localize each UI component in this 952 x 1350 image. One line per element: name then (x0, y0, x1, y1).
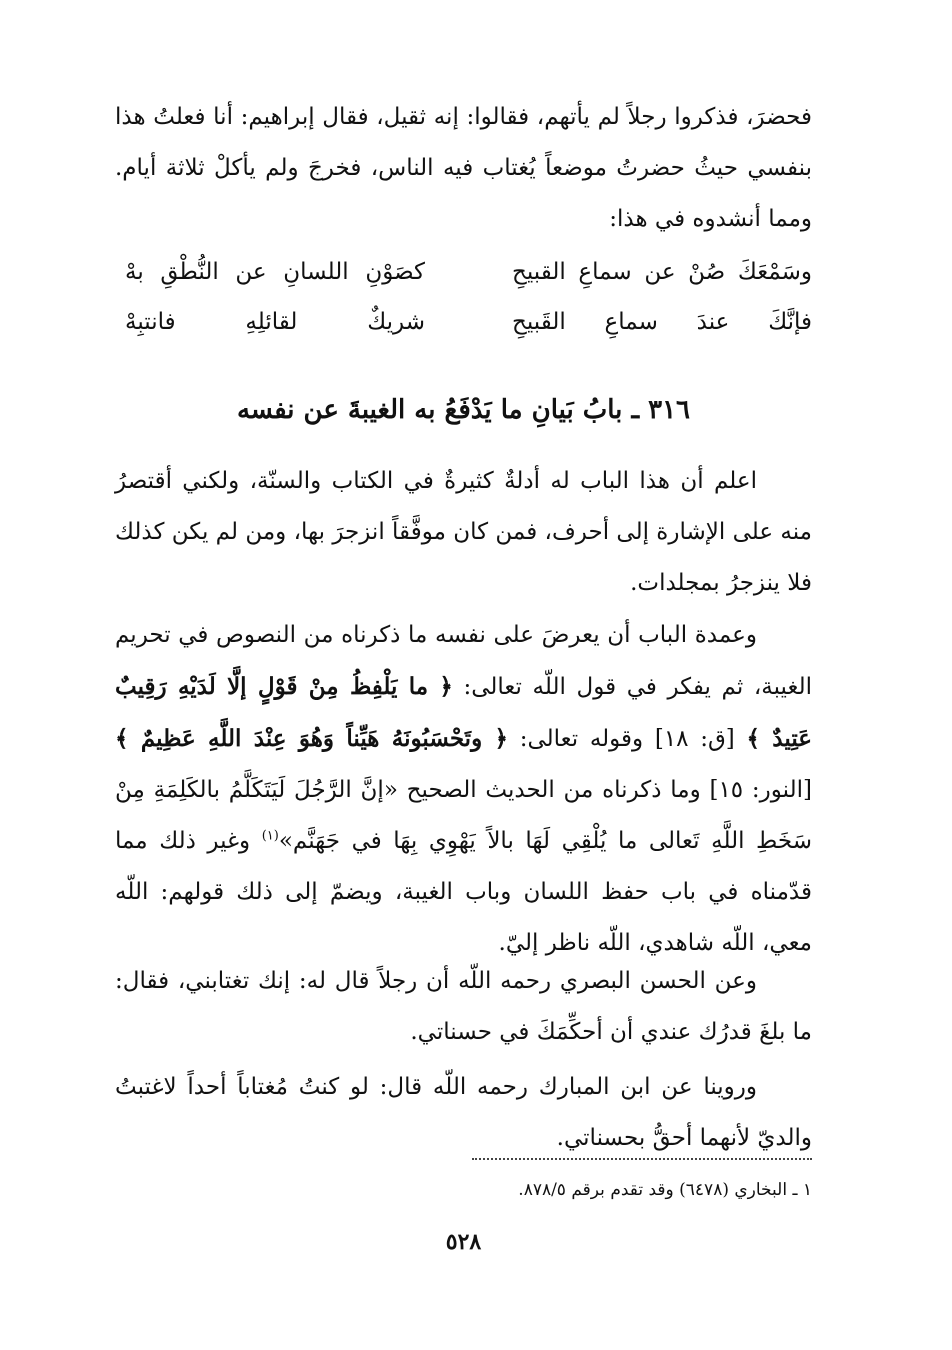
paragraph-text: وعمدة الباب أن يعرضَ على نفسه ما ذكرناه من النصوص في تحريم الغيبة، ثم يفكر في قول اللّه تعالى: (115, 622, 812, 700)
poem-hemistich: كصَوْنِ اللسانِ عن النُّطْقِ بهْ (125, 259, 425, 285)
body-paragraph: وروينا عن ابن المبارك رحمه اللّه قال: لو كنتُ مُغتاباً أحداً لاغتبتُ والديّ لأنهما أحقُّ بحسناتي. (115, 1074, 812, 1151)
footnote: ١ ـ البخاري (٦٤٧٨) وقد تقدم برقم ٨٧٨/٥. (518, 1180, 812, 1200)
body-paragraph: وعن الحسن البصري رحمه اللّه أن رجلاً قال له: إنك تغتابني، فقال: ما بلغَ قدرُك عندي أن أحكِّمَكَ في حسناتي. (115, 968, 812, 1045)
poem-hemistich: وسَمْعَكَ صُنْ عن سماعِ القبيحِ (512, 259, 812, 285)
footnote-reference: (١) (261, 828, 279, 844)
paragraph-text: [ق: ١٨] وقوله تعالى: (508, 726, 747, 752)
quran-verse: ﴿ ما يَلْفِظُ مِنْ قَوْلٍ إلَّا لَدَيْهِ رَقِيبٌ عَتِيدٌ ﴾ (115, 673, 812, 752)
body-paragraph (115, 610, 812, 969)
poem-hemistich: فإنَّكَ عندَ سماعِ القَبيحِ (512, 309, 812, 335)
paragraph-text: [النور: ١٥] وما ذكرناه من الحديث الصحيح «إنَّ الرَّجُلَ لَيَتَكَلَّمُ بالكَلِمَةِ مِنْ سَخَطِ اللَّهِ تَعالى ما يُلْقِي لَهَا بالاً يَهْوِي بِهَا في جَهَنَّم» (115, 777, 812, 854)
paragraph-text: وغير ذلك مما قدّمناه في باب حفظ اللسان وباب الغيبة، ويضمّ إلى ذلك قولهم: اللّه معي، اللّه شاهدي، اللّه ناظر إليّ. (115, 828, 812, 956)
poem-verse (125, 247, 812, 297)
poem-verse (125, 297, 812, 347)
body-paragraph: اعلم أن هذا الباب له أدلةٌ كثيرةٌ في الكتاب والسنّة، ولكني أقتصرُ منه على الإشارة إلى أحرف، فمن كان موفَّقاً انزجرَ بها، ومن لم يكن كذلك فلا ينزجرُ بمجلدات. (115, 468, 812, 596)
poem-hemistich: شريكٌ لقائلِهِ فانتبِهْ (125, 309, 425, 335)
page-body (115, 0, 812, 1350)
page-number: ٥٢٨ (445, 1229, 482, 1255)
footnote-divider (472, 1158, 812, 1160)
quran-verse: ﴿ وتَحْسَبُونَهُ هَيِّناً وَهُوَ عِنْدَ اللَّهِ عَظِيمٌ ﴾ (115, 725, 509, 752)
intro-paragraph: فحضرَ، فذكروا رجلاً لم يأتهم، فقالوا: إنه ثقيل، فقال إبراهيم: أنا فعلتُ هذا بنفسي حيثُ حضرتُ موضعاً يُغتاب فيه الناس، فخرجَ ولم يأكلْ ثلاثة أيام. ومما أنشدوه في هذا: (115, 104, 812, 232)
chapter-heading: ٣١٦ ـ بابُ بَيانِ ما يَدْفَعُ به الغيبةَ عن نفسه (236, 395, 691, 425)
